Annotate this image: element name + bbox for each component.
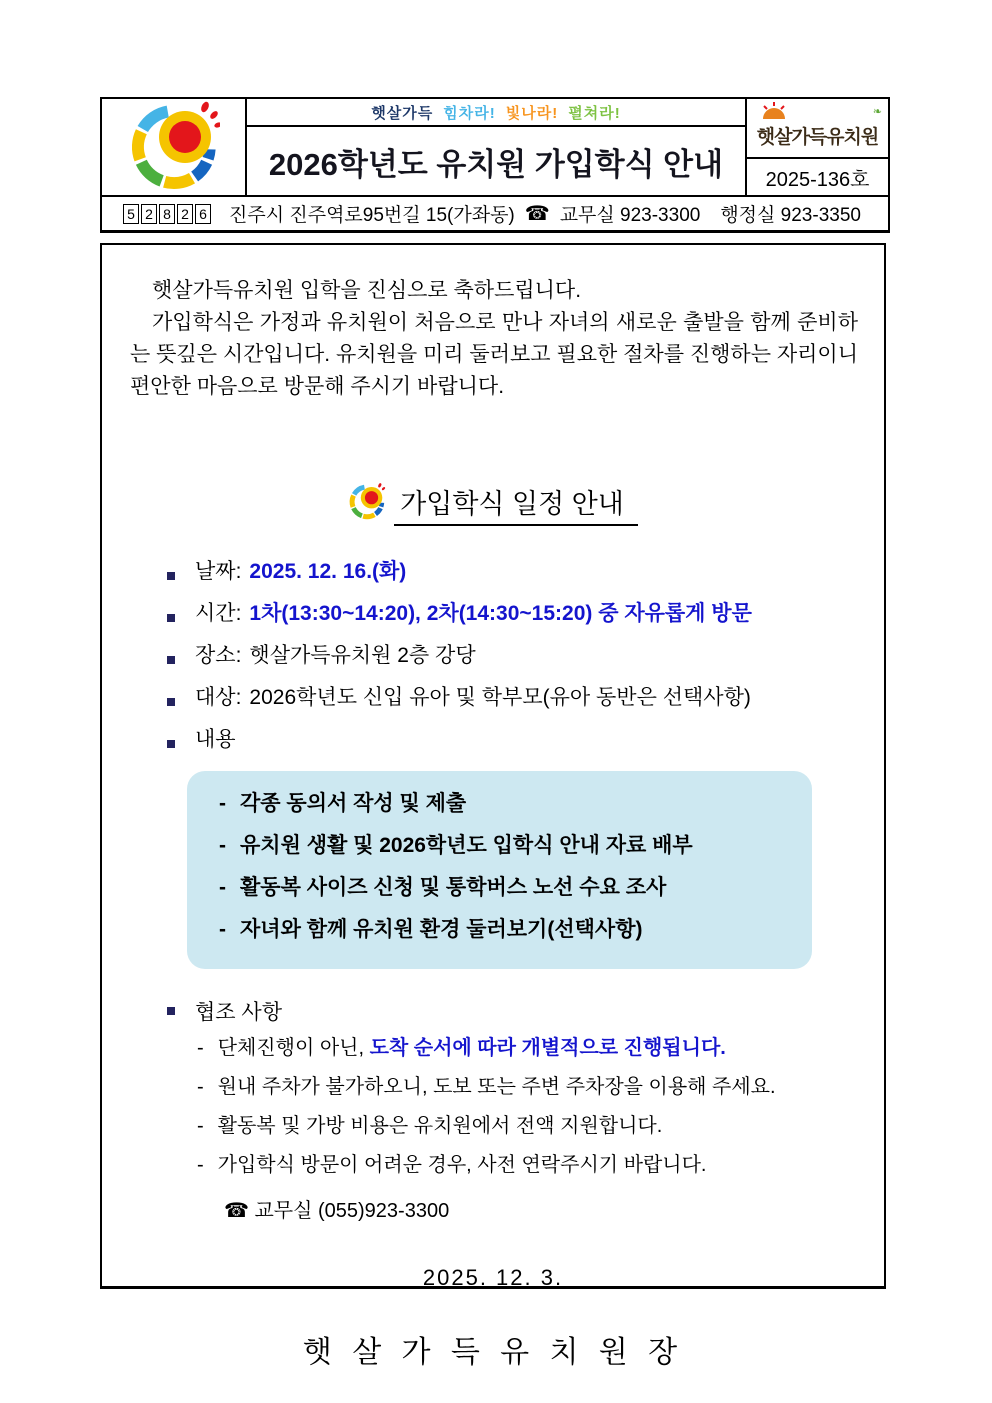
postal-digit: 8 (159, 204, 175, 224)
item-value: 2026학년도 신입 유아 및 학부모(유아 동반은 선택사항) (249, 686, 751, 709)
section-title: 가입학식 일정 안내 (394, 482, 638, 526)
issue-date: 2025. 12. 3. (422, 1265, 564, 1290)
sun-flower-logo-icon-small (348, 481, 386, 527)
document-title: 2026학년도 유치원 가입학식 안내 (268, 146, 724, 182)
item-value: 1차(13:30~14:20), 2차(14:30~15:20) 중 자유롭게 방문 (249, 602, 752, 625)
square-bullet-icon (167, 698, 175, 706)
schedule-list (102, 555, 884, 765)
sprout-icon: ❧ (872, 106, 882, 118)
list-item-date (167, 555, 884, 597)
greeting-paragraph: 햇살가득유치원 입학을 진심으로 축하드립니다. (152, 279, 582, 302)
dash-marker: - (197, 1037, 204, 1059)
cooperation-item (197, 1070, 884, 1109)
header-top-row (102, 99, 888, 195)
square-bullet-icon (167, 740, 175, 748)
cooperation-item (197, 1031, 884, 1070)
item-label: 대상: (195, 686, 242, 709)
content-text: 유치원 생활 및 2026학년도 입학식 안내 자료 배부 (240, 834, 693, 857)
coop-text-emphasis: 도착 순서에 따라 개별적으로 진행됩니다. (369, 1037, 726, 1059)
content-text: 각종 동의서 작성 및 제출 (240, 792, 467, 815)
list-item-time (167, 597, 884, 639)
wordmark-text: 햇살가득유치원 (756, 127, 879, 148)
slogan-word-1: 힘차라! (443, 104, 496, 122)
item-value: 햇살가득유치원 2층 강당 (249, 644, 476, 667)
cooperation-item (197, 1148, 884, 1187)
header-center-cell (247, 99, 747, 195)
phone-icon: ☎ (524, 203, 550, 225)
item-label: 날짜: (195, 560, 242, 583)
section-header (102, 481, 884, 527)
content-line (219, 829, 812, 871)
cooperation-section (102, 991, 884, 1227)
document-number: 2025-136호 (765, 168, 870, 191)
content-line (219, 787, 812, 829)
document-header (100, 97, 890, 233)
kindergarten-logo-cell (102, 99, 247, 195)
item-label: 내용 (195, 728, 236, 751)
item-label: 장소: (195, 644, 242, 667)
item-value: 2025. 12. 16.(화) (249, 560, 407, 583)
slogan (247, 99, 745, 127)
coop-text: 가입학식 방문이 어려운 경우, 사전 연락주시기 바랍니다. (217, 1154, 707, 1176)
postal-digit: 2 (141, 204, 157, 224)
sun-flower-logo-icon (128, 97, 220, 198)
street-address: 진주시 진주역로95번길 15(가좌동) (229, 205, 515, 226)
dash-marker: - (219, 792, 226, 815)
slogan-word-2: 빛나라! (505, 104, 559, 122)
kindergarten-wordmark (747, 99, 888, 159)
notice-body (100, 243, 886, 1369)
square-bullet-icon (167, 1007, 175, 1015)
content-text: 자녀와 함께 유치원 환경 둘러보기(선택사항) (240, 918, 643, 941)
admin-phone: 행정실 923-3350 (720, 205, 861, 226)
dash-marker: - (219, 834, 226, 857)
postal-code (123, 204, 213, 224)
item-label: 시간: (195, 602, 242, 625)
square-bullet-icon (167, 572, 175, 580)
dash-marker: - (197, 1115, 204, 1137)
signature-principal: 햇 살 가 득 유 치 원 장 (302, 1336, 684, 1369)
dash-marker: - (197, 1154, 204, 1176)
cooperation-item (197, 1109, 884, 1148)
list-item-target (167, 681, 884, 723)
cooperation-header (167, 991, 884, 1031)
contents-highlight-box (187, 771, 812, 969)
dash-marker: - (219, 876, 226, 899)
intro-paragraph: 가입학식은 가정과 유치원이 처음으로 만나 자녀의 새로운 출발을 함께 준비하는 뜻깊은 시간입니다. 유치원을 미리 둘러보고 필요한 절차를 진행하는 자리이니 편안한 마음으로 방문해 주시기 바랍니다. (130, 311, 858, 398)
slogan-word-3: 펼쳐라! (568, 104, 621, 122)
sun-icon (759, 101, 789, 124)
coop-text: 단체진행이 아닌, (217, 1037, 370, 1059)
slogan-brand: 햇살가득 (371, 104, 434, 122)
list-item-contents (167, 723, 884, 765)
content-text: 활동복 사이즈 신청 및 통학버스 노선 수요 조사 (240, 876, 667, 899)
postal-digit: 6 (195, 204, 211, 224)
postal-digit: 2 (177, 204, 193, 224)
list-item-place (167, 639, 884, 681)
header-right-cell (747, 99, 888, 195)
address-bar (102, 195, 888, 233)
postal-digit: 5 (123, 204, 139, 224)
square-bullet-icon (167, 656, 175, 664)
dash-marker: - (219, 918, 226, 941)
dash-marker: - (197, 1076, 204, 1098)
cooperation-title: 협조 사항 (195, 1001, 282, 1024)
office-phone: 교무실 923-3300 (559, 205, 701, 226)
contact-phone-note: ☎ 교무실 (055)923-3300 (224, 1199, 450, 1222)
square-bullet-icon (167, 614, 175, 622)
coop-text: 원내 주차가 불가하오니, 도보 또는 주변 주차장을 이용해 주세요. (217, 1076, 776, 1098)
content-line (219, 913, 812, 955)
content-line (219, 871, 812, 913)
coop-text: 활동복 및 가방 비용은 유치원에서 전액 지원합니다. (217, 1115, 663, 1137)
